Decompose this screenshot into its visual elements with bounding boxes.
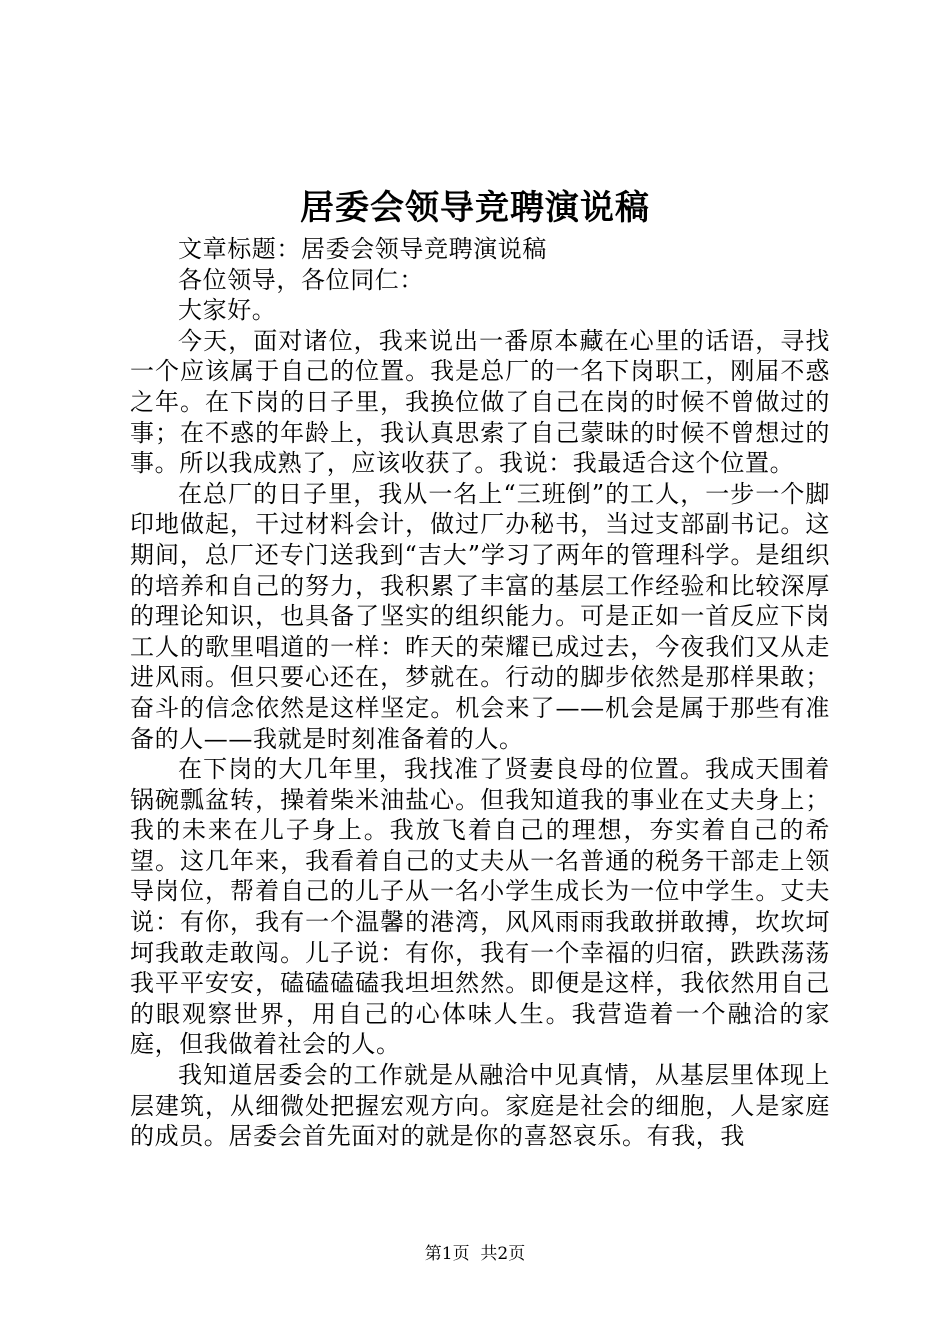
page-total: 共2页 (480, 1244, 526, 1264)
page-footer (0, 1242, 950, 1266)
paragraph-family-years: 在下岗的大几年里，我找准了贤妻良母的位置。我成天围着锅碗瓢盆转，操着柴米油盐心。但我知道我的事业在丈夫身上；我的未来在儿子身上。我放飞着自己的理想，夯实着自己的希望。这几年来，我看着自己的丈夫从一名普通的税务干部走上领导岗位，帮着自己的儿子从一名小学生成长为一位中学生。丈夫说：有你，我有一个温馨的港湾，风风雨雨我敢拼敢搏，坎坎坷坷我敢走敢闯。儿子说：有你，我有一个幸福的归宿，跌跌荡荡我平平安安，磕磕磕磕我坦坦然然。即便是这样，我依然用自己的眼观察世界，用自己的心体味人生。我营造着一个融洽的家庭，但我做着社会的人。 (130, 755, 830, 1059)
page-title: 居委会领导竞聘演说稿 (300, 188, 650, 228)
paragraph-salutation: 各位领导，各位同仁： (178, 265, 424, 294)
paragraph-committee-work: 我知道居委会的工作就是从融洽中见真情，从基层里体现上层建筑，从细微处把握宏观方向。家庭是社会的细胞，人是家庭的成员。居委会首先面对的就是你的喜怒哀乐。有我，我 (130, 1061, 830, 1151)
page-number: 第1页 (424, 1244, 470, 1264)
paragraph-factory-experience: 在总厂的日子里，我从一名上“三班倒”的工人，一步一个脚印地做起，干过材料会计，做过厂办秘书，当过支部副书记。这期间，总厂还专门送我到“吉大”学习了两年的管理科学。是组织的培养和自己的努力，我积累了丰富的基层工作经验和比较深厚的理论知识，也具备了坚实的组织能力。可是正如一首反应下岗工人的歌里唱道的一样：昨天的荣耀已成过去，今夜我们又从走进风雨。但只要心还在，梦就在。行动的脚步依然是那样果敢；奋斗的信念依然是这样坚定。机会来了——机会是属于那些有准备的人——我就是时刻准备着的人。 (130, 479, 830, 753)
document-body (130, 234, 830, 1152)
paragraph-introduction: 今天，面对诸位，我来说出一番原本藏在心里的话语，寻找一个应该属于自己的位置。我是总厂的一名下岗职工，刚届不惑之年。在下岗的日子里，我换位做了自己在岗的时候不曾做过的事；在不惑的年龄上，我认真思索了自己蒙昧的时候不曾想过的事。所以我成熟了，应该收获了。我说：我最适合这个位置。 (130, 326, 830, 478)
paragraph-article-title: 文章标题：居委会领导竞聘演说稿 (178, 235, 547, 263)
paragraph-greeting: 大家好。 (178, 296, 277, 325)
